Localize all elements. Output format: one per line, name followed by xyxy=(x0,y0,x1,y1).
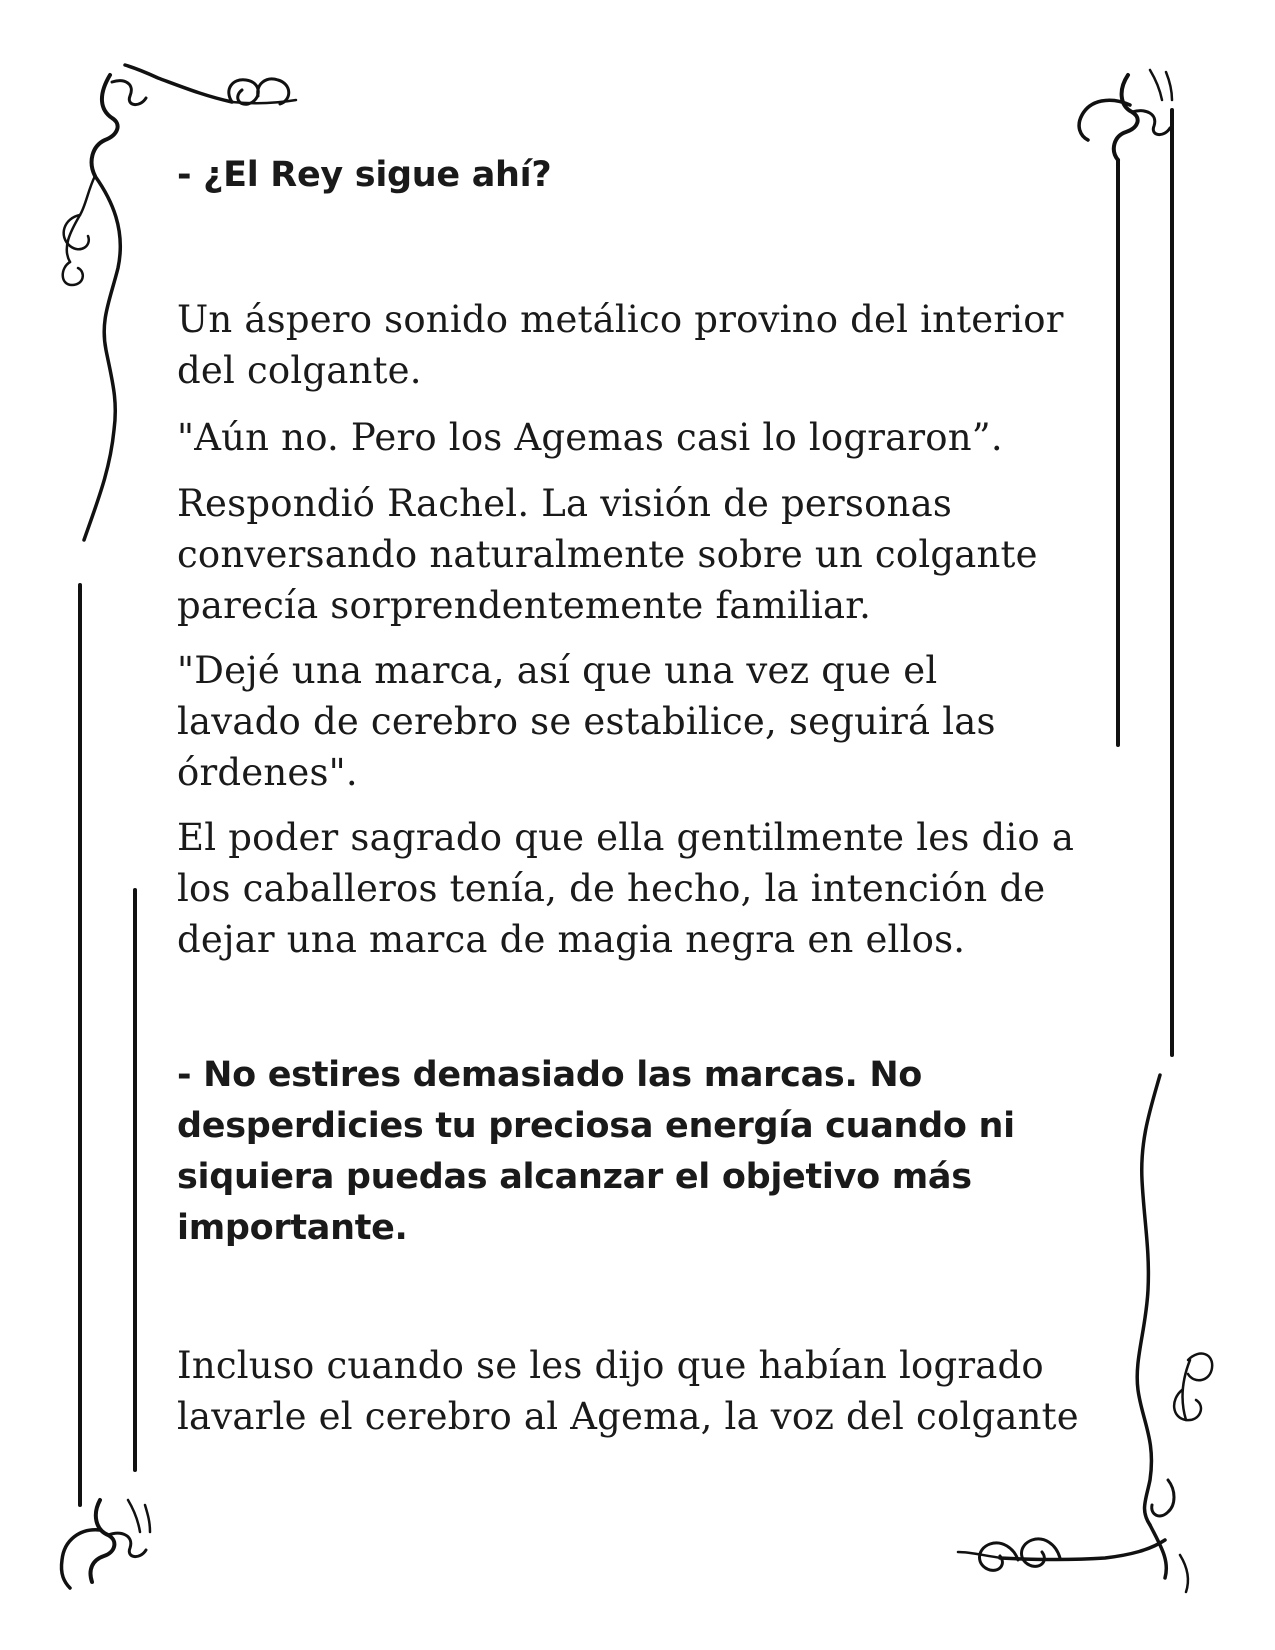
narration-paragraph: Un áspero sonido metálico provino del interior del colgante. xyxy=(177,298,1064,392)
narration-paragraph: El poder sagrado que ella gentilmente les dio a los caballeros tenía, de hecho, la intención de dejar una marca de magia negra en ellos. xyxy=(177,816,1075,961)
dialogue-paragraph: "Dejé una marca, así que una vez que el lavado de cerebro se estabilice, seguirá las órdenes". xyxy=(177,649,996,794)
dialogue-line-king: - ¿El Rey sigue ahí? xyxy=(177,155,552,195)
dialogue-paragraph: "Aún no. Pero los Agemas casi lo lograron”. xyxy=(177,416,1003,459)
bottom-left-flourish-icon xyxy=(61,1500,150,1588)
top-right-flourish-icon xyxy=(1079,70,1172,160)
dialogue-paragraph-pendant: - No estires demasiado las marcas. No desperdicies tu preciosa energía cuando ni siquiera puedas alcanzar el objetivo más importante. xyxy=(177,1055,1015,1248)
narration-paragraph: Incluso cuando se les dijo que habían logrado lavarle el cerebro al Agema, la voz del colgante xyxy=(177,1344,1079,1438)
narration-paragraph: Respondió Rachel. La visión de personas conversando naturalmente sobre un colgante parecía sorprendentemente familiar. xyxy=(177,482,1038,627)
